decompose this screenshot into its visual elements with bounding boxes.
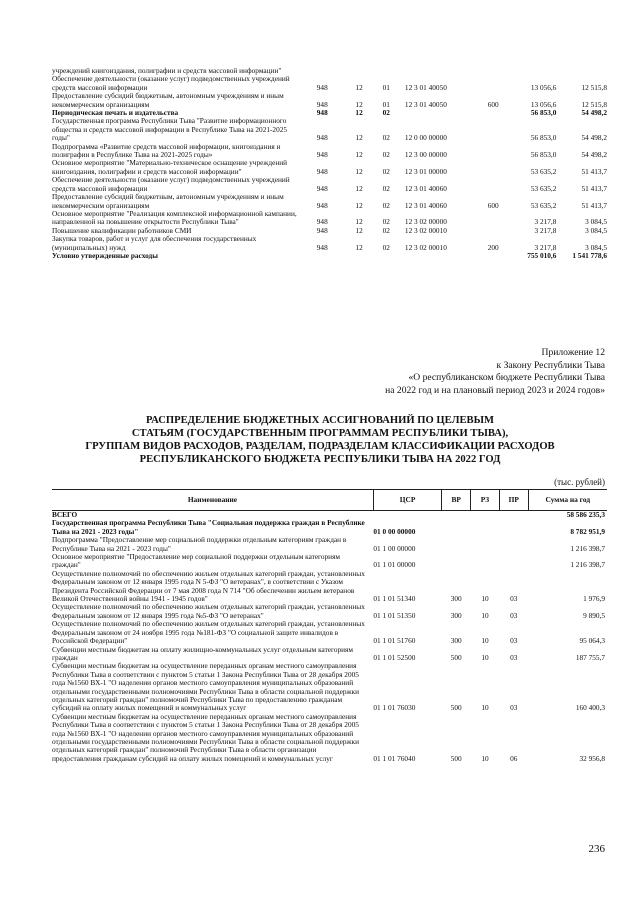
row-csr: 01 1 00 00000 [373,543,416,553]
row-gr: 948 [316,133,328,143]
row-sum-2023: 56 853,0 [530,150,557,160]
row-vr [442,519,471,536]
table-row [52,713,607,763]
row-rz: 12 [355,99,363,109]
row-rz [471,511,500,520]
row-rz [471,553,500,570]
row-pr: 03 [510,594,518,604]
row-pr: 02 [382,242,390,252]
row-gr: 948 [316,108,328,118]
row-sum-2023 [506,67,557,75]
row-rz [343,67,376,75]
allocation-table-header [52,490,607,511]
table-row [52,536,607,553]
row-sum: 187 755,7 [575,652,605,662]
row-name: Предоставление субсидий бюджетным, автономным учреждениям и иным некоммерческим организациям [52,91,284,109]
row-vr [480,67,505,75]
row-sum-2024: 54 498,2 [581,150,607,160]
row-name: Подпрограмма «Развитие средств массовой информации, книгоиздания и полиграфии в Республике Тыва на 2021-2025 годы» [52,141,281,160]
title-line-3: ГРУППАМ ВИДОВ РАСХОДОВ, РАЗДЕЛАМ, ПОДРАЗДЕЛАМ КЛАССИФИКАЦИИ РАСХОДОВ [85,441,555,452]
table-row [52,176,607,193]
row-name: учреждений книгоиздания, полиграфии и средств массовой информации" [52,66,282,75]
row-vr: 300 [450,610,462,620]
table-row [52,570,607,604]
row-vr: 600 [487,200,499,210]
row-sum-2023: 3 217,8 [534,225,557,235]
row-vr [480,159,505,176]
row-sum-2024 [556,67,607,75]
row-sum-2024: 54 498,2 [581,108,607,118]
row-csr: 12 3 01 40050 [404,82,447,92]
row-rz: 12 [355,82,363,92]
table-row [52,553,607,570]
row-sum: 1 976,9 [583,594,605,604]
row-pr [499,536,528,553]
row-sum-2023: 3 217,8 [534,242,557,252]
row-name: Основное мероприятие "Реализация комплексной информационной кампании, направленной на повышение открытости Республики Тыва" [52,208,297,227]
table-row [52,235,607,252]
row-sum-2023: 56 853,0 [530,133,557,143]
row-rz: 10 [481,753,489,763]
row-csr: 01 0 00 00000 [373,526,416,536]
row-csr: 01 1 01 76040 [373,753,416,763]
row-pr: 02 [382,217,390,227]
row-pr: 01 [382,82,390,92]
row-name: Подпрограмма "Предоставление мер социальной поддержки отдельным категориям граждан в Республике Тыва на 2021 - 2023 годы" [52,535,347,553]
title-line-4: РЕСПУБЛИКАНСКОГО БЮДЖЕТА РЕСПУБЛИКИ ТЫВА НА 2022 ГОД [139,454,501,465]
row-sum: 8 782 951,9 [570,526,605,536]
table-row [52,75,607,92]
row-pr [499,511,528,520]
row-vr: 500 [450,753,462,763]
row-pr: 03 [510,703,518,713]
row-rz: 10 [481,703,489,713]
row-name: Предоставление субсидий бюджетным, автономным учреждениям и иным некоммерческим организациям [52,192,284,210]
document-title [60,414,580,466]
row-name: Основное мероприятие "Материально-техническое оснащение учреждений книгоиздания, полиграфии и средств массовой информации" [52,158,288,176]
row-csr: 12 3 02 00010 [404,225,447,235]
row-pr: 02 [382,183,390,193]
header-vr: ВР [442,490,471,511]
top-budget-table [52,67,607,260]
row-name: Осуществление полномочий по обеспечению жильем отдельных категорий граждан, установленных Федеральным законом от 24 ноября 1995 года №181-ФЗ "О социальной защите инвалидов в Российской Федерации" [52,619,365,646]
table-row [52,620,607,645]
row-name: ВСЕГО [52,510,78,519]
row-sum: 1 216 398,7 [570,543,605,553]
row-sum-2023: 13 056,6 [530,99,557,109]
row-sum-2023: 56 853,0 [530,108,557,118]
row-csr: 01 1 01 00000 [373,560,416,570]
row-pr: 03 [510,636,518,646]
table-row [52,193,607,210]
row-name: Обеспечение деятельности (оказание услуг) подведомственных учреждений средств массовой информации [52,175,290,193]
appendix-header [385,347,605,397]
table-row [52,519,607,536]
row-rz: 12 [355,166,363,176]
row-rz: 12 [355,183,363,193]
row-sum-2024: 3 084,5 [585,217,607,227]
row-name: Условно утвержденные расходы [52,250,158,260]
table-row [52,117,607,142]
row-sum-2024: 12 515,8 [581,99,607,109]
table-row [52,159,607,176]
row-gr: 948 [316,183,328,193]
allocation-table [52,489,607,763]
table-row [52,92,607,109]
table-row [52,143,607,160]
row-csr: 12 3 02 00000 [404,217,447,227]
row-vr [480,143,505,160]
header-csr: ЦСР [373,490,441,511]
row-pr: 01 [382,99,390,109]
header-sum: Сумма на год [528,490,607,511]
row-pr [376,67,397,75]
row-sum-2024: 3 084,5 [585,225,607,235]
row-vr: 200 [487,242,499,252]
row-gr: 948 [316,200,328,210]
row-vr [480,210,505,227]
row-vr [442,511,471,520]
row-vr [480,176,505,193]
row-pr: 03 [510,652,518,662]
table-row [52,662,607,712]
row-name: Осуществление полномочий по обеспечению жильем отдельных категорий граждан, установленных Федеральным законом от 12 января 1995 года №5-ФЗ "О ветеранах" [52,602,365,620]
row-vr [480,117,505,142]
row-pr: 02 [382,200,390,210]
row-csr: 12 3 01 40060 [404,200,447,210]
row-sum-2023: 755 010,6 [527,250,557,260]
row-sum-2024: 51 413,7 [581,183,607,193]
row-vr: 500 [450,703,462,713]
row-name: Субвенции местным бюджетам на осуществление переданных органам местного самоуправления Республики Тыва в соответствии с пунктом 5 статьи 1 Закона Республики Тыва от 28 декабря 2005 года №1560 ВХ-1 "О наделении органов местного самоуправления муниципальных образований отдельными государственными полномочиями Республики Тыва в области социальной поддержки отдельных категорий граждан" полномочий Республики Тыва в области организации предоставления гражданам субсидий на оплату жилых помещений и коммунальных услуг [52,711,360,763]
row-pr [376,252,397,260]
row-vr [480,75,505,92]
row-rz: 12 [355,217,363,227]
row-vr: 300 [450,594,462,604]
row-name: Субвенции местным бюджетам на оплату жилищно-коммунальных услуг отдельным категориям граждан [52,644,354,662]
row-sum: 1 216 398,7 [570,560,605,570]
row-csr: 12 3 01 40060 [404,183,447,193]
row-csr: 12 3 01 00000 [404,166,447,176]
title-line-1: РАСПРЕДЕЛЕНИЕ БЮДЖЕТНЫХ АССИГНОВАНИЙ ПО ЦЕЛЕВЫМ [145,415,495,426]
row-csr: 01 1 01 51340 [373,594,416,604]
row-sum-2024: 12 515,8 [581,82,607,92]
table-row [52,646,607,663]
row-rz: 10 [481,594,489,604]
row-vr: 600 [487,99,499,109]
row-pr [499,519,528,536]
row-name: Обеспечение деятельности (оказание услуг) подведомственных учреждений средств массовой информации [52,74,290,92]
row-sum: 9 890,5 [583,610,605,620]
row-sum-2024: 54 498,2 [581,133,607,143]
row-name: Закупка товаров, работ и услуг для обеспечения государственных (муниципальных) нужд [52,234,257,252]
row-rz: 12 [355,200,363,210]
header-name: Наименование [52,490,373,511]
row-csr [373,511,441,520]
row-sum-2023: 3 217,8 [534,217,557,227]
allocation-table-body [52,511,607,764]
row-name: Повышение квалификации работников СМИ [52,225,192,235]
row-sum-2024: 1 541 778,6 [572,250,607,260]
row-sum-2024: 51 413,7 [581,166,607,176]
row-csr: 01 1 01 76030 [373,703,416,713]
row-sum: 160 400,3 [575,703,605,713]
row-name: Субвенции местным бюджетам на осуществление переданных органам местного самоуправления Республики Тыва в соответствии с пунктом 5 статьи 1 Закона Республики Тыва от 28 декабря 2005 года №1560 ВХ-1 "О наделении органов местного самоуправления муниципальных образований отдельными государственными полномочиями Республики Тыва в области социальной поддержки отдельных категорий граждан" полномочий Республики Тыва по предоставлению гражданам субсидий на оплату жилых помещений и коммунальных услуг [52,661,360,713]
header-pr: ПР [499,490,528,511]
appendix-period: на 2022 год и на плановый период 2023 и 2024 годов» [385,384,605,396]
row-csr [397,67,481,75]
row-gr [302,252,343,260]
row-csr [397,109,481,117]
row-gr [302,67,343,75]
row-rz [343,252,376,260]
row-gr: 948 [316,217,328,227]
row-sum-2024: 51 413,7 [581,200,607,210]
header-rz: РЗ [471,490,500,511]
row-sum-2023: 13 056,6 [530,82,557,92]
row-rz: 10 [481,652,489,662]
row-pr: 02 [382,225,390,235]
row-pr: 02 [382,133,390,143]
title-line-2: СТАТЬЯМ (ГОСУДАРСТВЕННЫМ ПРОГРАММАМ РЕСПУБЛИКИ ТЫВА), [131,428,509,439]
row-rz: 12 [355,133,363,143]
row-rz: 10 [481,636,489,646]
row-name: Государственная программа Республики Тыва "Социальная поддержка граждан в Республике Тыва на 2021 - 2023 годы" [52,518,365,536]
row-rz [471,536,500,553]
row-csr: 12 3 01 40050 [404,99,447,109]
row-rz: 10 [481,610,489,620]
row-sum: 95 064,3 [579,636,605,646]
row-sum: 58 586 235,3 [566,510,605,519]
row-csr: 01 1 01 52500 [373,652,416,662]
row-gr: 948 [316,99,328,109]
row-vr [480,252,505,260]
row-pr: 06 [510,753,518,763]
table-row [52,252,607,260]
row-sum-2023: 53 635,2 [530,200,557,210]
row-pr: 03 [510,610,518,620]
units-label: (тыс. рублей) [554,477,605,487]
row-vr [480,227,505,235]
row-gr: 948 [316,150,328,160]
row-name: Осуществление полномочий по обеспечению жильем отдельных категорий граждан, установленных Федеральным законом от 12 января 1995 года N 5-ФЗ "О ветеранах", в соответствии с Указом Президента Российской Федерации от 7 мая 2008 года N 714 "Об обеспечении жильем ветеранов Великой Отечественной войны 1941 - 1945 годов" [52,568,365,604]
top-table-body [52,67,607,260]
row-gr: 948 [316,225,328,235]
appendix-number: Приложение 12 [541,347,605,358]
appendix-law: к Закону Республики Тыва [496,359,605,371]
row-gr: 948 [316,82,328,92]
row-name: Периодическая печать и издательства [52,108,179,118]
row-rz [471,519,500,536]
table-row [52,210,607,227]
row-pr [499,553,528,570]
row-name: Основное мероприятие "Предоставление мер социальной поддержки отдельным категориям граждан" [52,552,341,570]
row-pr: 02 [382,150,390,160]
row-sum: 32 956,8 [579,753,605,763]
row-csr [397,252,481,260]
row-vr: 500 [450,652,462,662]
table-row [52,603,607,620]
row-gr: 948 [316,166,328,176]
row-rz: 12 [355,108,363,118]
row-sum-2024: 3 084,5 [585,242,607,252]
row-vr [442,536,471,553]
row-vr: 300 [450,636,462,646]
row-name: Государственная программа Республики Тыва "Развитие информационного общества и средств массовой информации в Республике Тыва на 2021-2025 годы" [52,116,288,143]
row-sum-2023: 53 635,2 [530,166,557,176]
row-pr: 02 [382,108,390,118]
row-rz: 12 [355,150,363,160]
row-csr: 12 3 00 00000 [404,150,447,160]
row-csr: 12 0 00 00000 [404,133,447,143]
row-csr: 01 1 01 51760 [373,636,416,646]
row-sum-2023: 53 635,2 [530,183,557,193]
appendix-law-title: «О республиканском бюджете Республики Тыва [408,372,605,384]
row-pr: 02 [382,166,390,176]
row-csr: 01 1 01 51350 [373,610,416,620]
row-vr [442,553,471,570]
row-rz: 12 [355,242,363,252]
row-csr: 12 3 02 00010 [404,242,447,252]
row-rz: 12 [355,225,363,235]
row-vr [480,109,505,117]
row-gr: 948 [316,242,328,252]
page-number: 236 [588,843,605,855]
